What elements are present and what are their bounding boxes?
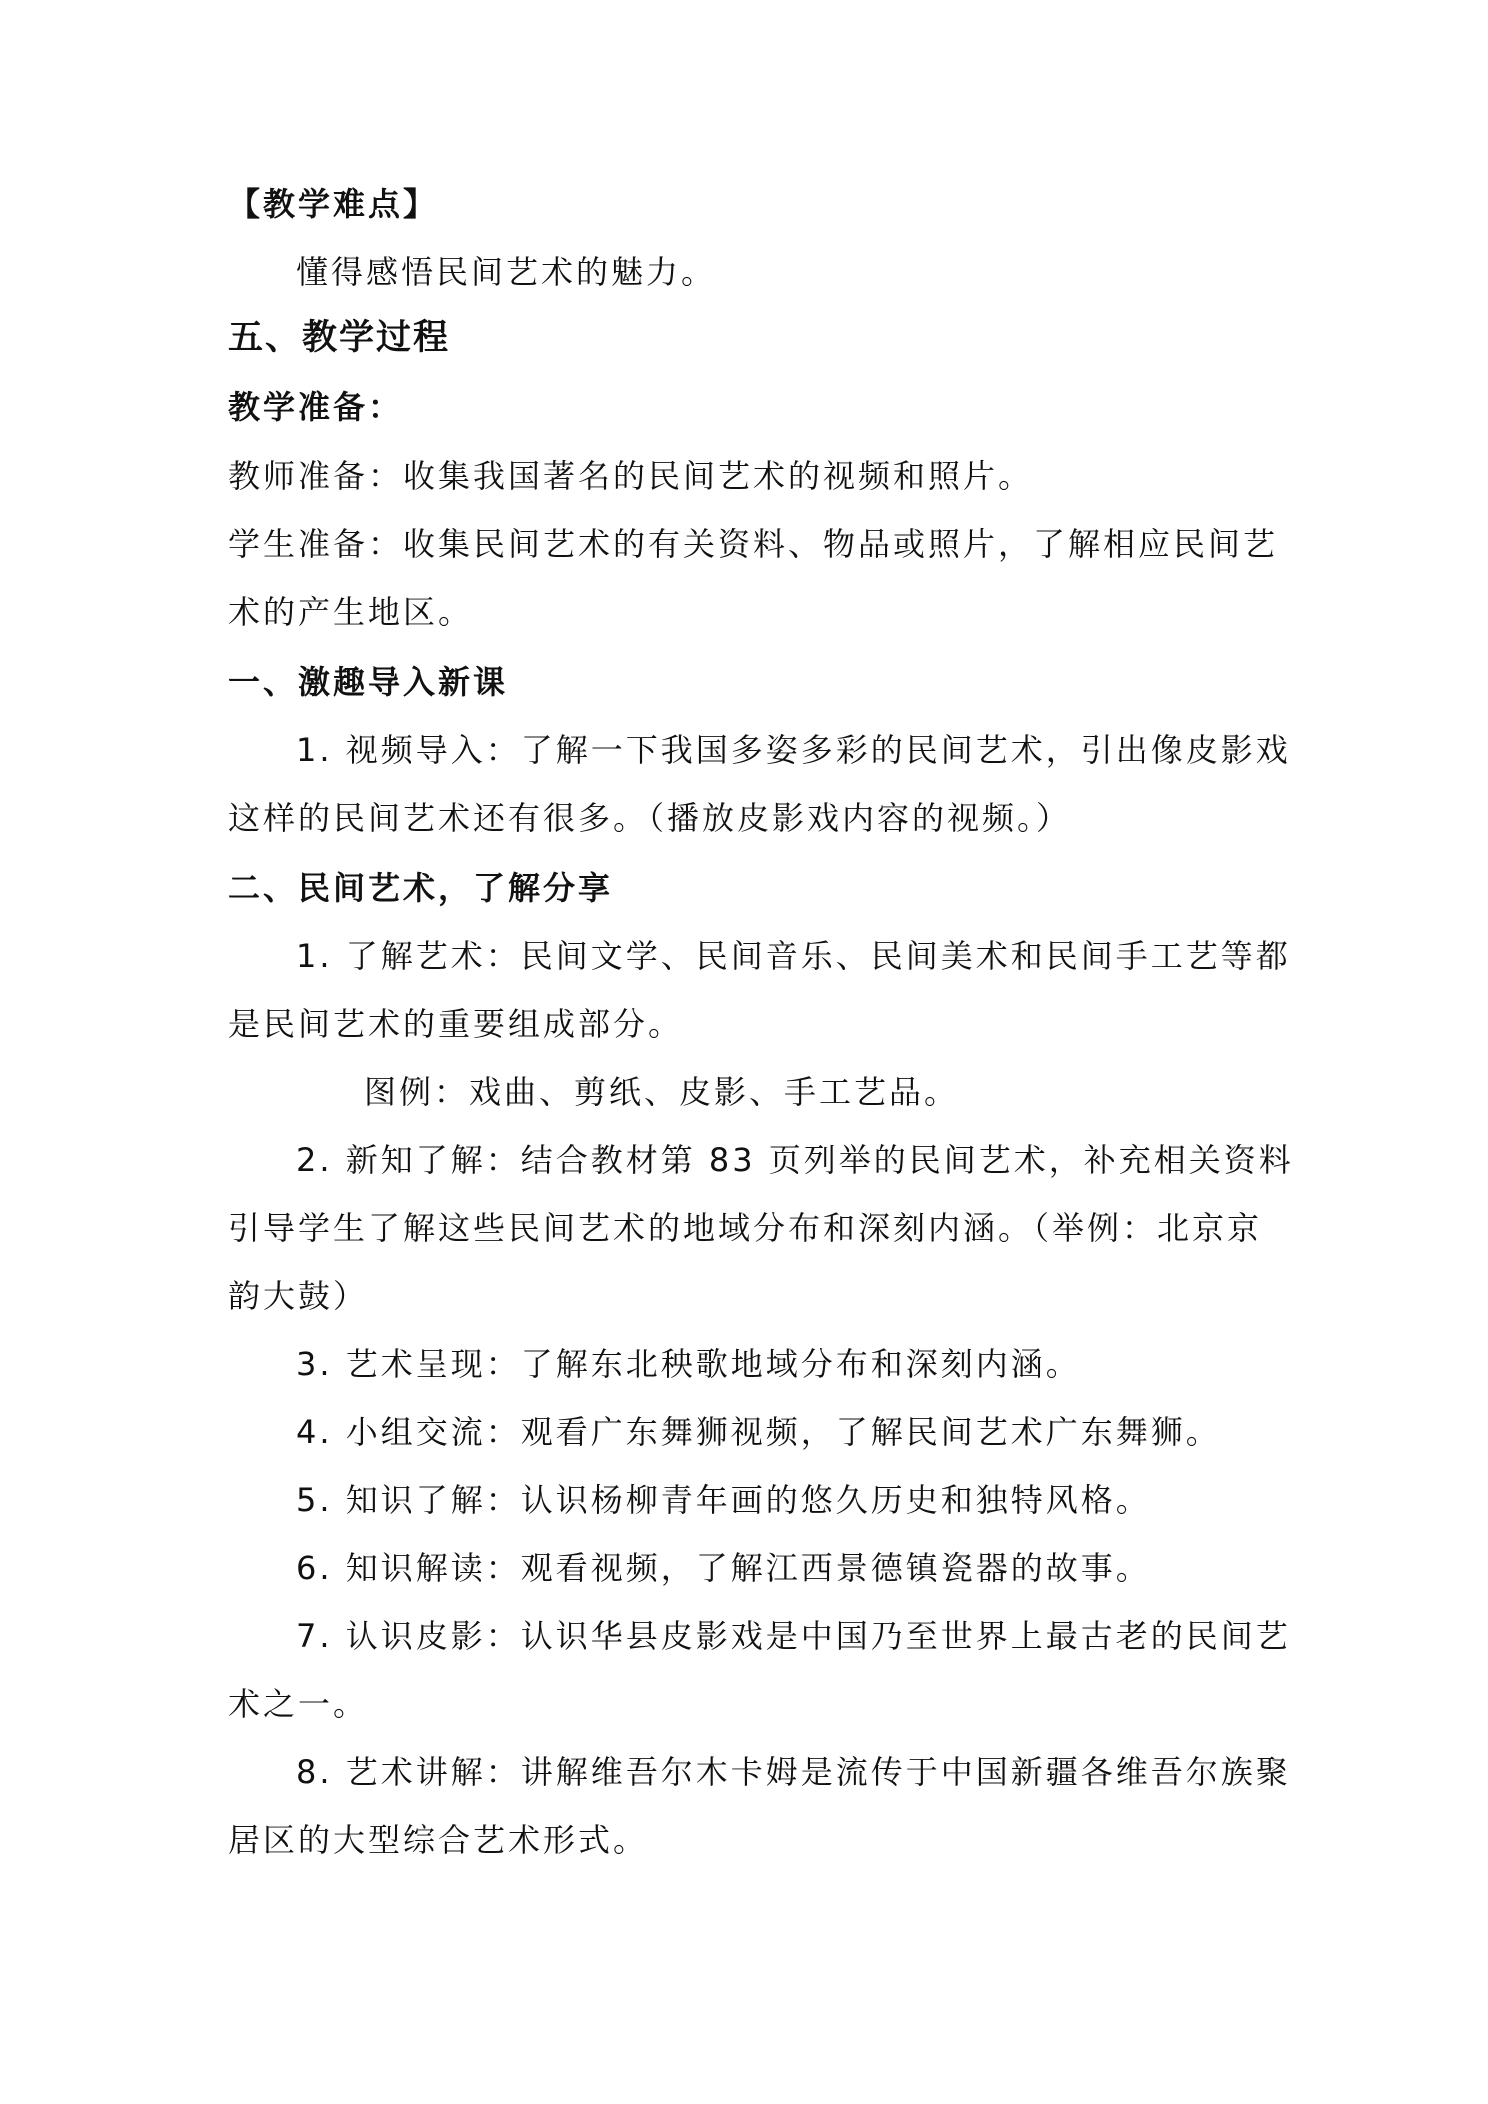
part-two-item-6: 6. 知识解读：观看视频，了解江西景德镇瓷器的故事。 <box>296 1549 1151 1587</box>
part-two-item-8-line-2: 居区的大型综合艺术形式。 <box>228 1821 649 1859</box>
part-one-item-1-line-2: 这样的民间艺术还有很多。（播放皮影戏内容的视频。） <box>228 799 1072 837</box>
student-prep-line-1: 学生准备：收集民间艺术的有关资料、物品或照片，了解相应民间艺 <box>228 525 1279 563</box>
prep-heading: 教学准备： <box>228 388 404 426</box>
part-one-item-1-line-1: 1. 视频导入：了解一下我国多姿多彩的民间艺术，引出像皮影戏 <box>296 731 1291 769</box>
part-two-item-2-line-1: 2. 新知了解：结合教材第 83 页列举的民间艺术，补充相关资料 <box>296 1141 1294 1179</box>
part-two-item-2-line-3: 韵大鼓） <box>228 1277 369 1315</box>
part-two-item-1-line-1: 1. 了解艺术：民间文学、民间音乐、民间美术和民间手工艺等都 <box>296 937 1291 975</box>
teacher-prep: 教师准备：收集我国著名的民间艺术的视频和照片。 <box>228 457 1034 495</box>
student-prep-line-2: 术的产生地区。 <box>228 593 474 631</box>
part-two-heading: 二、民间艺术，了解分享 <box>228 869 614 907</box>
part-two-item-1-example: 图例：戏曲、剪纸、皮影、手工艺品。 <box>364 1073 960 1111</box>
part-two-item-7-line-1: 7. 认识皮影：认识华县皮影戏是中国乃至世界上最古老的民间艺 <box>296 1617 1291 1655</box>
part-two-item-8-line-1: 8. 艺术讲解：讲解维吾尔木卡姆是流传于中国新疆各维吾尔族聚 <box>296 1753 1291 1791</box>
part-two-item-4: 4. 小组交流：观看广东舞狮视频，了解民间艺术广东舞狮。 <box>296 1413 1221 1451</box>
part-two-item-7-line-2: 术之一。 <box>228 1685 369 1723</box>
teaching-difficulty-heading: 【教学难点】 <box>228 185 439 223</box>
part-one-heading: 一、激趣导入新课 <box>228 663 509 701</box>
part-two-item-1-line-2: 是民间艺术的重要组成部分。 <box>228 1005 684 1043</box>
teaching-difficulty-text: 懂得感悟民间艺术的魅力。 <box>296 253 717 291</box>
part-two-item-2-line-2: 引导学生了解这些民间艺术的地域分布和深刻内涵。（举例：北京京 <box>228 1209 1263 1247</box>
part-two-item-5: 5. 知识了解：认识杨柳青年画的悠久历史和独特风格。 <box>296 1481 1151 1519</box>
section-five-heading: 五、教学过程 <box>228 318 451 358</box>
part-two-item-3: 3. 艺术呈现：了解东北秧歌地域分布和深刻内涵。 <box>296 1345 1081 1383</box>
